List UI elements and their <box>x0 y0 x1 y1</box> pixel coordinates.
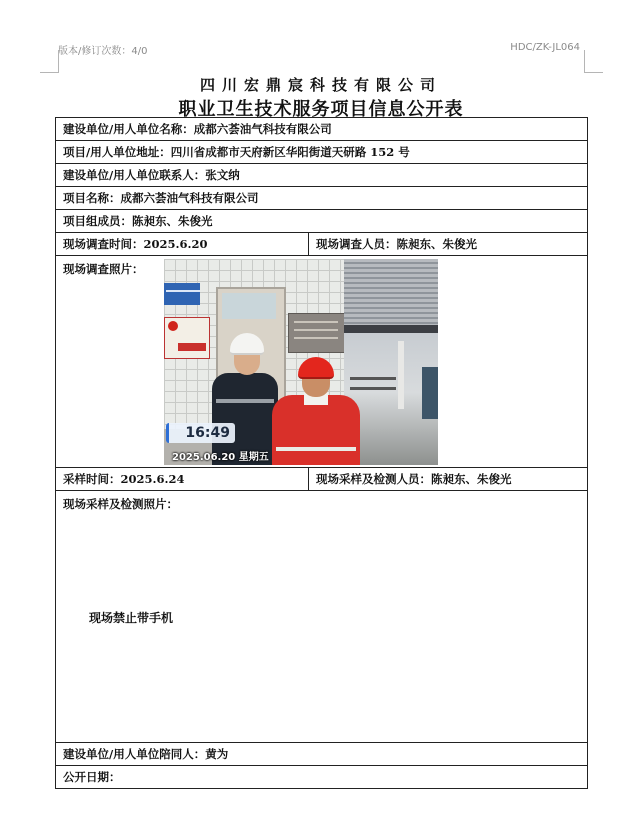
survey-photo-cell <box>56 256 588 468</box>
photo-plaque-line <box>294 337 338 339</box>
photo-person-2-body <box>272 395 360 465</box>
publish-date-cell: 公开日期： <box>56 766 588 789</box>
photo-roof <box>344 259 438 329</box>
row-escort <box>56 743 588 766</box>
form-title: 职业卫生技术服务项目信息公开表 <box>178 99 464 120</box>
version-label: 版本/修订次数：4/0 <box>58 46 148 57</box>
photo-railing <box>350 387 396 390</box>
row-project-name <box>56 187 588 210</box>
row-contact <box>56 164 588 187</box>
row-team <box>56 210 588 233</box>
client-name-cell: 建设单位/用人单位名称：成都六荟油气科技有限公司 <box>56 118 588 141</box>
photo-company-plaque <box>288 313 346 353</box>
crop-mark-top-left <box>40 50 59 73</box>
sampling-photo-cell <box>56 491 588 743</box>
photo-railing <box>350 377 396 380</box>
survey-photo <box>164 259 438 465</box>
photo-door-window <box>222 293 276 319</box>
row-publish-date <box>56 766 588 789</box>
photo-roof-edge <box>344 325 438 333</box>
row-survey-photo <box>56 256 588 468</box>
photo-red-strip <box>178 343 206 351</box>
row-address <box>56 141 588 164</box>
contact-cell: 建设单位/用人单位联系人：张文纳 <box>56 164 588 187</box>
team-cell: 项目组成员：陈昶东、朱俊光 <box>56 210 588 233</box>
photo-party-emblem <box>168 321 178 331</box>
info-table <box>55 117 588 789</box>
sampling-staff-cell: 现场采样及检测人员：陈昶东、朱俊光 <box>309 468 588 491</box>
row-sampling <box>56 468 588 491</box>
survey-staff-cell: 现场调查人员：陈昶东、朱俊光 <box>309 233 588 256</box>
photo-gas-tank <box>422 367 438 419</box>
photo-pillar <box>398 341 404 409</box>
photo-blue-sign <box>164 283 200 305</box>
crop-mark-top-right <box>584 50 603 73</box>
project-name-cell: 项目名称：成都六荟油气科技有限公司 <box>56 187 588 210</box>
no-phone-note: 现场禁止带手机 <box>89 611 174 625</box>
company-name: 四川宏鼎宸科技有限公司 <box>199 76 442 94</box>
row-sampling-photo <box>56 491 588 743</box>
sampling-time-cell: 采样时间：2025.6.24 <box>56 468 309 491</box>
row-client-name <box>56 118 588 141</box>
photo-date: 2025.06.20 星期五 <box>172 452 269 463</box>
survey-photo-label: 现场调查照片： <box>63 262 144 276</box>
document-code: HDC/ZK-JL064 <box>510 42 580 53</box>
photo-blue-sign-text <box>166 290 200 292</box>
survey-time-cell: 现场调查时间：2025.6.20 <box>56 233 309 256</box>
photo-person-1-reflective-stripe <box>216 399 274 403</box>
photo-time: 16:49 <box>185 425 230 441</box>
photo-plaque-line <box>294 329 338 331</box>
photo-plaque-line <box>294 321 338 323</box>
address-cell: 项目/用人单位地址：四川省成都市天府新区华阳街道天研路 152 号 <box>56 141 588 164</box>
photo-person-2-reflective-stripe <box>276 447 356 451</box>
row-survey <box>56 233 588 256</box>
escort-cell: 建设单位/用人单位陪同人：黄为 <box>56 743 588 766</box>
sampling-photo-label: 现场采样及检测照片： <box>63 497 178 511</box>
